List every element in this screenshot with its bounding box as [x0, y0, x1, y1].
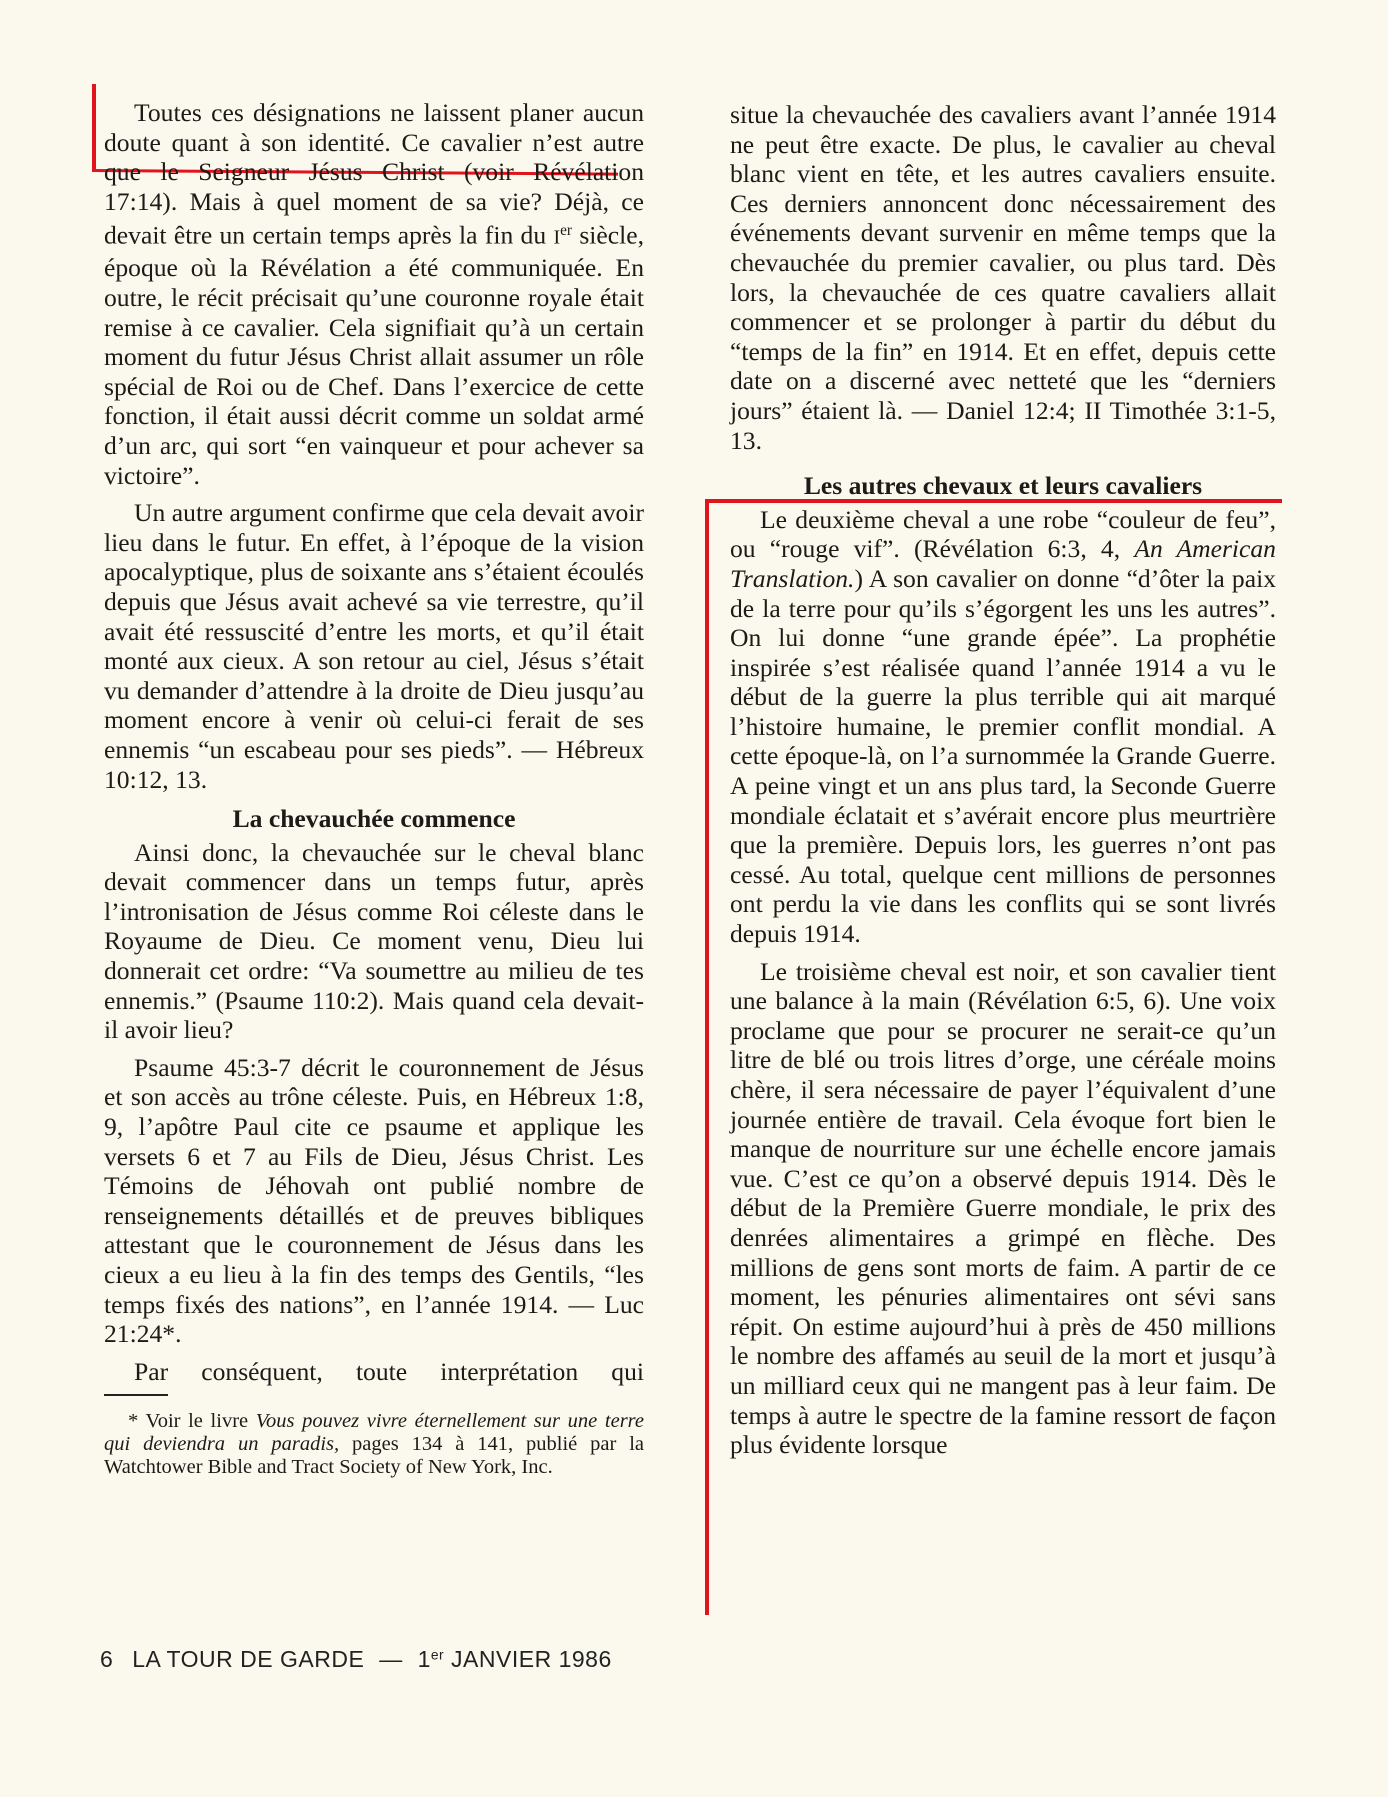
paragraph-identity	[104, 98, 644, 490]
translation-title: An American Translation.	[730, 534, 1276, 593]
annotation-left-vertical-mark	[92, 84, 96, 172]
footnote	[104, 1410, 644, 1479]
issue-day-suffix: er	[430, 1647, 445, 1663]
paragraph-future-argument: Un autre argument confirme que cela devait avoir lieu dans le futur. En effet, à l’époque de la vision apocalyptique, plus de soixante ans s’étaient écoulés depuis que Jésus avait achevé sa vie terrestre, qu’il avait été ressuscité d’entre les morts, et qu’il était monté aux cieux. A son retour au ciel, Jésus s’était vu demander d’attendre à la droite de Dieu jusqu’au moment encore à venir où celui-ci ferait de ses ennemis “un escabeau pour ses pieds”. — Hébreux 10:12, 13.	[104, 498, 644, 794]
left-column	[104, 98, 644, 1479]
paragraph-psalm-45: Psaume 45:3-7 décrit le couronnement de Jésus et son accès au trône céleste. Puis, en Hébreux 1:8, 9, l’apôtre Paul cite ce psaume et applique les versets 6 et 7 au Fils de Dieu, Jésus Christ. Les Témoins de Jéhovah ont publié nombre de renseignements détaillés et de preuves bibliques attestant que le couronnement de Jésus dans les cieux a eu lieu à la fin des temps des Gentils, “les temps fixés des nations”, en l’année 1914. — Luc 21:24*.	[104, 1052, 644, 1349]
issue-day: 1	[417, 1646, 431, 1672]
paragraph-text: ) A son cavalier on donne “d’ôter la paix de la terre pour qu’ils s’égorgent les uns les autres”. On lui donne “une grande épée”. La prophétie inspirée s’est réalisée quand l’année 1914 a vu le début de la guerre la plus terrible qui ait marqué l’histoire humaine, le premier conflit mondial. A cette époque-là, on l’a surnommée la Grande Guerre. A peine vingt et un ans plus tard, la Seconde Guerre mondiale éclatait et s’avérait encore plus meurtrière que la première. Depuis lors, les guerres n’ont pas cessé. Au total, quelque cent millions de personnes ont perdu la vie dans les conflits qui se sont livrés depuis 1914.	[730, 563, 1276, 949]
publication-title: LA TOUR DE GARDE	[132, 1646, 365, 1672]
paragraph-third-horse: Le troisième cheval est noir, et son cavalier tient une balance à la main (Révélation 6:5, 6). Une voix proclame que pour se procurer ne serait-ce qu’un litre de blé ou trois litres d’orge, une céréale moins chère, il sera nécessaire de payer l’équivalent d’une journée entière de travail. Cela évoque fort bien le manque de nourriture sur une échelle encore jamais vue. C’est ce qu’on a observé depuis 1914. Dès le début de la Première Guerre mondiale, le prix des denrées alimentaires a grimpé en flèche. Des millions de gens sont morts de faim. A partir de ce moment, les pénuries alimentaires ont sévi sans répit. On estime aujourd’hui à près de 450 millions le nombre des affamés au seuil de la mort et jusqu’à un milliard ceux qui ne mangent pas à leur faim. De temps à autre le spectre de la famine ressort de façon plus évidente lorsque	[730, 956, 1276, 1460]
paragraph-consequently: Par conséquent, toute interprétation qui	[134, 1356, 644, 1386]
footnote-lead: * Voir le livre	[128, 1409, 256, 1432]
right-column	[730, 100, 1276, 1460]
paragraph-text: Le deuxième cheval a une robe “couleur de feu”, ou “rouge vif”. (Révélation 6:3, 4,	[730, 504, 1276, 564]
footnote-book-title: Vous pouvez vivre éternellement sur une terre qui deviendra un paradis,	[104, 1409, 644, 1455]
page-number: 6	[100, 1646, 114, 1672]
paragraph-text: siècle, époque où la Révélation a été communiquée. En outre, le récit précisait qu’une couronne royale était remise à ce cavalier. Cela signifiait qu’à un certain moment du futur Jésus Christ allait assumer un rôle spécial de Roi ou de Chef. Dans l’exercice de cette fonction, il était aussi décrit comme un soldat armé d’un arc, qui sort “en vainqueur et pour achever sa victoire”.	[104, 220, 644, 490]
century-numeral: I	[553, 226, 561, 249]
paragraph-second-horse	[730, 505, 1276, 949]
issue-month-year: JANVIER 1986	[451, 1646, 612, 1672]
paragraph-ride-begins: Ainsi donc, la chevauchée sur le cheval blanc devait commencer dans un temps futur, après l’intronisation de Jésus comme Roi céleste dans le Royaume de Dieu. Ce moment venu, Dieu lui donnerait cet ordre: “Va soumettre au milieu de tes ennemis.” (Psaume 110:2). Mais quand cela devait-il avoir lieu?	[104, 837, 644, 1045]
paragraph-continued: situe la chevauchée des cavaliers avant l’année 1914 ne peut être exacte. De plus, le cavalier au cheval blanc vient en tête, et les autres cavaliers ensuite. Ces derniers annoncent donc nécessairement des événements devant survenir en même temps que la chevauchée du premier cavalier, ou plus tard. Dès lors, la chevauchée de ces quatre cavaliers allait commencer et se prolonger à partir du début du “temps de la fin” en 1914. Et en effet, depuis cette date on a discerné avec netteté que les “derniers jours” étaient là. — Daniel 12:4; II Timothée 3:1-5, 13.	[730, 100, 1276, 455]
footnote-divider	[104, 1394, 168, 1396]
footer-dash: —	[379, 1646, 403, 1672]
page-footer	[100, 1646, 612, 1673]
section-heading-chevauchee: La chevauchée commence	[232, 804, 516, 834]
paragraph-text: Toutes ces désignations ne laissent planer aucun doute quant à son identité. Ce cavalier n’est autre que le Seigneur Jésus Christ (voir Révélation 17:14). Mais à quel moment de sa vie? Déjà, ce devait être un certain temps après la fin du	[104, 98, 644, 250]
footnote-rest: pages 134 à 141, publié par la Watchtower Bible and Tract Society of New York, Inc.	[104, 1432, 644, 1478]
section-heading-other-horses: Les autres chevaux et leurs cavaliers	[803, 471, 1203, 501]
superscript-er: er	[560, 222, 573, 240]
annotation-right-vertical-mark	[705, 499, 709, 1615]
